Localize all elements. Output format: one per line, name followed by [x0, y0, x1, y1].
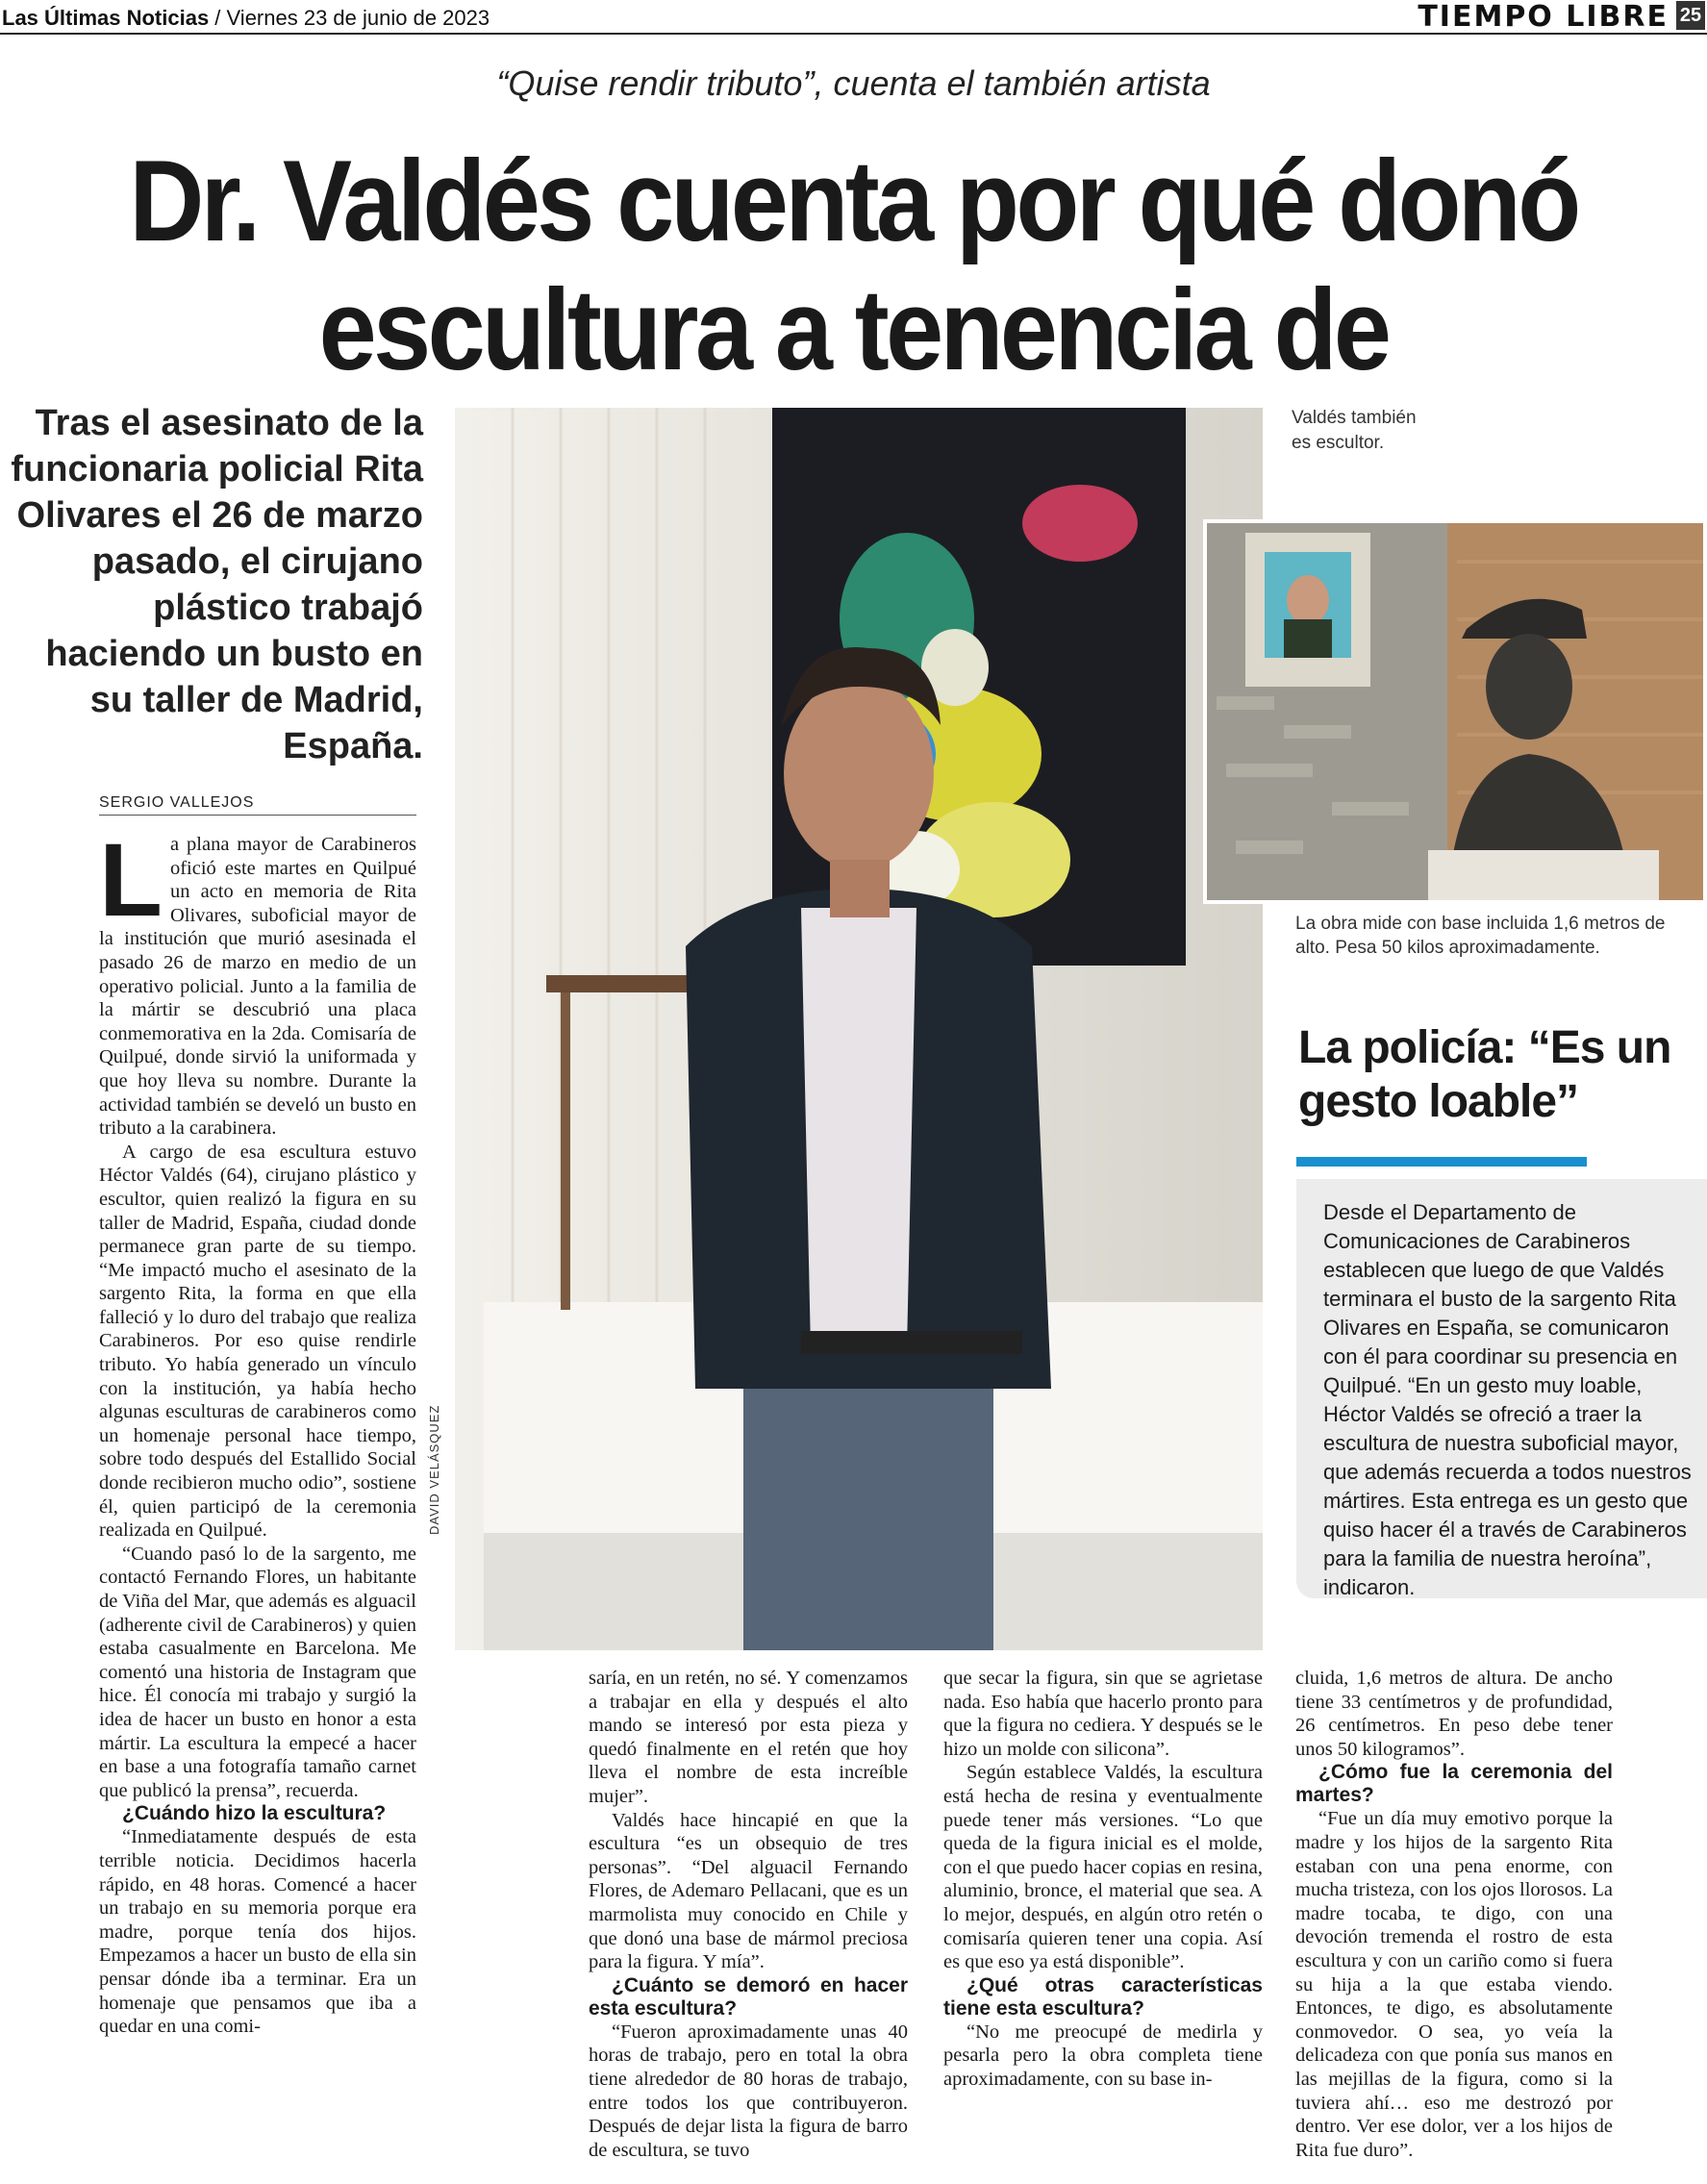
publication-date: / Viernes 23 de junio de 2023	[209, 6, 490, 30]
paragraph: cluida, 1,6 metros de altura. De ancho tiene 33 centímetros y de profundidad, 26 centímetros. En peso debe tener unos 50 kilogramos”.	[1295, 1668, 1613, 1760]
question-heading: ¿Cuánto se demoró en hacer esta escultura?	[589, 1973, 908, 2020]
page-number: 25	[1676, 1, 1705, 30]
portrait-illustration	[455, 408, 1263, 1650]
paragraph: saría, en un retén, no sé. Y comenzamos a trabajar en ella y después el alto mando se interesó por esta pieza y quedó finalmente en el retén que hoy lleva el nombre de esta increíble mujer”.	[589, 1668, 908, 1807]
section-name: TIEMPO LIBRE	[1418, 0, 1669, 34]
paragraph: “Fue un día muy emotivo porque la madre y los hijos de la sargento Rita estaban con una pena enorme, con mucha tristeza, con los ojos llorosos. La madre tocaba, te digo, con una devoción tremenda el rostro de esta escultura y con un cariño como si fuera su hija a la que estaba viendo. Entonces, te digo, es absolutamente conmovedor. O sea, yo veía la delicadeza con que ponía sus manos en las mejillas de la figura, como si la tuviera ahí… eso me destrozó por dentro. Ver ese dolor, ver a los hijos de Rita fue duro”.	[1295, 1808, 1613, 2161]
bust-illustration	[1207, 523, 1703, 900]
paragraph: “Inmediatamente después de esta terrible noticia. Decidimos hacerla rápido, en 48 horas. Comencé a hacer un trabajo en su memoria porque era madre, porque tenía dos hijos. Empezamos a hacer un busto de ella sin pensar dónde iba a terminar. Era un homenaje que pensamos que iba a quedar en una comi-	[99, 1826, 416, 2038]
article-column-4	[1295, 1667, 1613, 2162]
sidebar-box	[1296, 1179, 1707, 1598]
publication-name: Las Últimas Noticias	[2, 6, 210, 30]
photo-credit: DAVID VELÁSQUEZ	[427, 1404, 441, 1535]
paragraph: “Cuando pasó lo de la sargento, me contactó Fernando Flores, un habitante de Viña del Mar, que además es alguacil (adherente civil de Carabineros) y quien estaba casualmente en Barcelona. Me comentó una historia de Instagram que hice. Él conocía mi trabajo y surgió la idea de hacer un busto en honor a esta mártir. La escultura la empecé a hacer en base a una fotografía tamaño carnet que publicó la prensa”, recuerda.	[99, 1543, 417, 1801]
question-heading: ¿Cómo fue la ceremonia del martes?	[1295, 1761, 1613, 1807]
article-column-1	[99, 821, 417, 2039]
masthead	[0, 0, 1707, 35]
paragraph: La plana mayor de Carabineros ofició este martes en Quilpué un acto en memoria de Rita Olivares, suboficial mayor de la institución que murió asesinada el pasado 26 de marzo en medio de un operativo policial. Junto a la familia de la mártir se descubrió una placa conmemorativa en la 2da. Comisaría de Quilpué, donde sirvió la uniformada y que hoy lleva su nombre. Durante la actividad también se develó un busto en tributo a la carabinera.	[99, 821, 416, 1140]
question-heading: ¿Cuándo hizo la escultura?	[122, 1802, 387, 1825]
headline-line-2: escultura a tenencia de	[318, 265, 1389, 394]
article-column-3	[943, 1667, 1263, 2092]
paragraph: Valdés hace hincapié en que la escultura “es un obsequio de tres personas”. “Del alguacil Fernando Flores, de Ademaro Pellacani, que es un marmolista muy conocido en Chile y que donó una base de mármol preciosa para la figura. Y mía”.	[589, 1809, 908, 1973]
article-column-2	[589, 1667, 908, 2162]
kicker: “Quise rendir tributo”, cuenta el también artista	[496, 63, 1211, 103]
inset-caption-top: Valdés también es escultor.	[1292, 408, 1417, 453]
deck: Tras el asesinato de la funcionaria policial Rita Olivares el 26 de marzo pasado, el cirujano plástico trabajó haciendo un busto en su taller de Madrid, España.	[11, 403, 423, 766]
sidebar-text: Desde el Departamento de Comunicaciones de Carabineros establecen que luego de que Valdés terminara el busto de la sargento Rita Olivares en España, se comunicaron con él para coordinar su presencia en Quilpué. “En un gesto muy loable, Héctor Valdés se ofreció a traer la escultura de nuestra suboficial mayor, que además recuerda a todos nuestros mártires. Esta entrega es un gesto que quiso hacer él a través de Carabineros para la familia de nuestra heroína”, indicaron.	[1323, 1200, 1692, 1599]
paragraph: “No me preocupé de medirla y pesarla pero la obra completa tiene aproximadamente, con su base in-	[943, 2021, 1263, 2090]
main-photo	[455, 408, 1263, 1650]
question-heading: ¿Qué otras características tiene esta escultura?	[943, 1973, 1263, 2020]
sidebar-headline: La policía: “Es un gesto loable”	[1298, 1022, 1671, 1127]
masthead-left	[2, 6, 490, 31]
paragraph: A cargo de esa escultura estuvo Héctor Valdés (64), cirujano plástico y escultor, quien realizó la figura en su taller de Madrid, España, ciudad donde permanece gran parte de su tiempo. “Me impactó mucho el asesinato de la sargento Rita, la forma en que ella falleció y lo duro del trabajo que realiza Carabineros. Por eso quise rendirle tributo. Yo había generado un vínculo con la institución, ya había hecho algunas esculturas de carabineros como un homenaje personal hace tiempo, sobre todo después del Estallido Social donde recibieron mucho odio”, sostiene él, quien participó de la ceremonia realizada en Quilpué.	[99, 1141, 416, 1542]
drop-cap: L	[99, 821, 163, 938]
sidebar-accent-rule	[1296, 1157, 1587, 1167]
paragraph: que secar la figura, sin que se agrietase nada. Eso había que hacerlo pronto para que la figura no cediera. Y después se le hizo un molde con silicona”.	[943, 1668, 1263, 1760]
inset-caption: La obra mide con base incluida 1,6 metros de alto. Pesa 50 kilos aproximadamente.	[1295, 914, 1666, 958]
byline: SERGIO VALLEJOS	[99, 794, 416, 816]
paragraph: Según establece Valdés, la escultura está hecha de resina y eventualmente puede tener más versiones. “Lo que queda de la figura inicial es el molde, con el que puedo hacer copias en resina, aluminio, bronce, el material que sea. A lo mejor, después, en algún otro retén o comisaría quieren tener una copia. Así es que eso ya está disponible”.	[943, 1762, 1263, 1973]
headline-line-1: Dr. Valdés cuenta por qué donó	[129, 137, 1578, 265]
inset-photo	[1203, 519, 1707, 904]
paragraph: “Fueron aproximadamente unas 40 horas de trabajo, pero en total la obra tiene alrededor de 80 horas de trabajo, entre todos los que contribuyeron. Después de dejar lista la figura de barro de escultura, se tuvo	[589, 2021, 908, 2161]
